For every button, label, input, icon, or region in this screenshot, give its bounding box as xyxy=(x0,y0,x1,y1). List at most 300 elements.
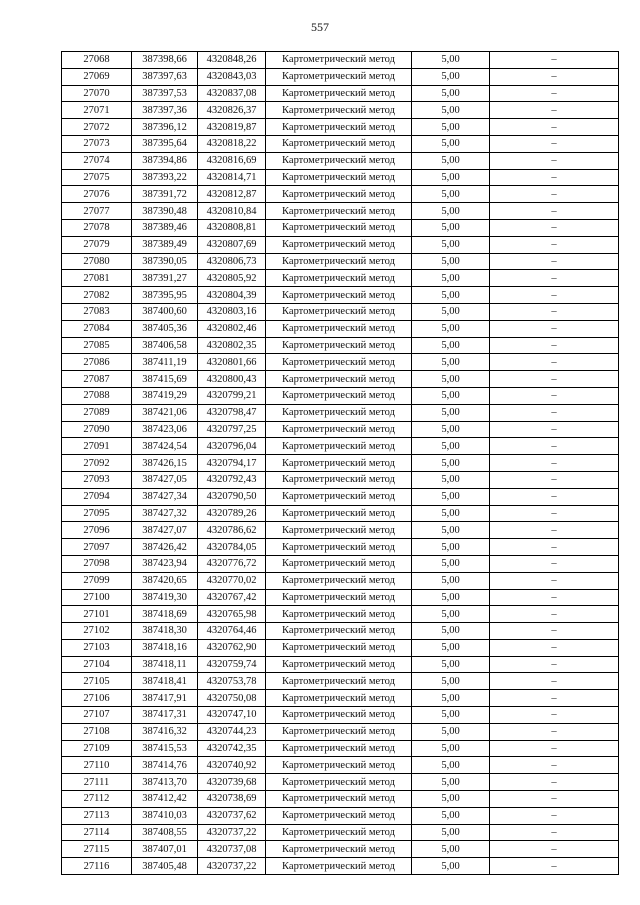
table-row xyxy=(62,707,619,724)
y-coordinate-cell: 4320738,69 xyxy=(198,791,266,808)
table-row xyxy=(62,287,619,304)
accuracy-cell: 5,00 xyxy=(412,203,490,220)
method-cell: Картометрический метод xyxy=(266,774,412,791)
note-cell: – xyxy=(490,68,619,85)
y-coordinate-cell: 4320819,87 xyxy=(198,119,266,136)
note-cell: – xyxy=(490,320,619,337)
point-number-cell: 27112 xyxy=(62,791,132,808)
x-coordinate-cell: 387391,27 xyxy=(132,270,198,287)
method-cell: Картометрический метод xyxy=(266,505,412,522)
table-row xyxy=(62,219,619,236)
table-row xyxy=(62,471,619,488)
note-cell: – xyxy=(490,85,619,102)
accuracy-cell: 5,00 xyxy=(412,455,490,472)
point-number-cell: 27110 xyxy=(62,757,132,774)
x-coordinate-cell: 387389,46 xyxy=(132,219,198,236)
accuracy-cell: 5,00 xyxy=(412,135,490,152)
note-cell: – xyxy=(490,488,619,505)
note-cell: – xyxy=(490,186,619,203)
y-coordinate-cell: 4320770,02 xyxy=(198,572,266,589)
table-row xyxy=(62,841,619,858)
point-number-cell: 27093 xyxy=(62,471,132,488)
x-coordinate-cell: 387418,11 xyxy=(132,656,198,673)
x-coordinate-cell: 387407,01 xyxy=(132,841,198,858)
method-cell: Картометрический метод xyxy=(266,757,412,774)
accuracy-cell: 5,00 xyxy=(412,606,490,623)
point-number-cell: 27084 xyxy=(62,320,132,337)
y-coordinate-cell: 4320739,68 xyxy=(198,774,266,791)
table-row xyxy=(62,505,619,522)
note-cell: – xyxy=(490,152,619,169)
table-row xyxy=(62,119,619,136)
accuracy-cell: 5,00 xyxy=(412,102,490,119)
point-number-cell: 27109 xyxy=(62,740,132,757)
method-cell: Картометрический метод xyxy=(266,555,412,572)
y-coordinate-cell: 4320808,81 xyxy=(198,219,266,236)
y-coordinate-cell: 4320797,25 xyxy=(198,421,266,438)
accuracy-cell: 5,00 xyxy=(412,354,490,371)
method-cell: Картометрический метод xyxy=(266,723,412,740)
accuracy-cell: 5,00 xyxy=(412,371,490,388)
accuracy-cell: 5,00 xyxy=(412,639,490,656)
method-cell: Картометрический метод xyxy=(266,152,412,169)
accuracy-cell: 5,00 xyxy=(412,673,490,690)
point-number-cell: 27094 xyxy=(62,488,132,505)
table-row xyxy=(62,723,619,740)
point-number-cell: 27068 xyxy=(62,52,132,69)
x-coordinate-cell: 387395,64 xyxy=(132,135,198,152)
note-cell: – xyxy=(490,774,619,791)
point-number-cell: 27070 xyxy=(62,85,132,102)
table-row xyxy=(62,371,619,388)
x-coordinate-cell: 387419,29 xyxy=(132,387,198,404)
y-coordinate-cell: 4320796,04 xyxy=(198,438,266,455)
y-coordinate-cell: 4320737,62 xyxy=(198,807,266,824)
note-cell: – xyxy=(490,354,619,371)
accuracy-cell: 5,00 xyxy=(412,841,490,858)
note-cell: – xyxy=(490,135,619,152)
x-coordinate-cell: 387414,76 xyxy=(132,757,198,774)
accuracy-cell: 5,00 xyxy=(412,623,490,640)
note-cell: – xyxy=(490,555,619,572)
point-number-cell: 27073 xyxy=(62,135,132,152)
note-cell: – xyxy=(490,219,619,236)
x-coordinate-cell: 387412,42 xyxy=(132,791,198,808)
x-coordinate-cell: 387426,42 xyxy=(132,539,198,556)
method-cell: Картометрический метод xyxy=(266,270,412,287)
point-number-cell: 27106 xyxy=(62,690,132,707)
y-coordinate-cell: 4320737,22 xyxy=(198,824,266,841)
accuracy-cell: 5,00 xyxy=(412,824,490,841)
note-cell: – xyxy=(490,253,619,270)
note-cell: – xyxy=(490,656,619,673)
table-row xyxy=(62,623,619,640)
method-cell: Картометрический метод xyxy=(266,203,412,220)
method-cell: Картометрический метод xyxy=(266,387,412,404)
x-coordinate-cell: 387419,30 xyxy=(132,589,198,606)
x-coordinate-cell: 387416,32 xyxy=(132,723,198,740)
method-cell: Картометрический метод xyxy=(266,337,412,354)
point-number-cell: 27077 xyxy=(62,203,132,220)
table-row xyxy=(62,791,619,808)
table-row xyxy=(62,387,619,404)
table-row xyxy=(62,404,619,421)
note-cell: – xyxy=(490,673,619,690)
y-coordinate-cell: 4320799,21 xyxy=(198,387,266,404)
point-number-cell: 27085 xyxy=(62,337,132,354)
x-coordinate-cell: 387418,16 xyxy=(132,639,198,656)
note-cell: – xyxy=(490,404,619,421)
x-coordinate-cell: 387424,54 xyxy=(132,438,198,455)
accuracy-cell: 5,00 xyxy=(412,471,490,488)
note-cell: – xyxy=(490,791,619,808)
method-cell: Картометрический метод xyxy=(266,186,412,203)
table-row xyxy=(62,102,619,119)
note-cell: – xyxy=(490,723,619,740)
table-row xyxy=(62,320,619,337)
table-row xyxy=(62,606,619,623)
y-coordinate-cell: 4320784,05 xyxy=(198,539,266,556)
method-cell: Картометрический метод xyxy=(266,740,412,757)
point-number-cell: 27115 xyxy=(62,841,132,858)
method-cell: Картометрический метод xyxy=(266,354,412,371)
x-coordinate-cell: 387395,95 xyxy=(132,287,198,304)
y-coordinate-cell: 4320740,92 xyxy=(198,757,266,774)
x-coordinate-cell: 387415,53 xyxy=(132,740,198,757)
x-coordinate-cell: 387405,48 xyxy=(132,858,198,875)
x-coordinate-cell: 387427,34 xyxy=(132,488,198,505)
y-coordinate-cell: 4320807,69 xyxy=(198,236,266,253)
note-cell: – xyxy=(490,102,619,119)
note-cell: – xyxy=(490,371,619,388)
y-coordinate-cell: 4320812,87 xyxy=(198,186,266,203)
accuracy-cell: 5,00 xyxy=(412,387,490,404)
note-cell: – xyxy=(490,572,619,589)
point-number-cell: 27081 xyxy=(62,270,132,287)
note-cell: – xyxy=(490,119,619,136)
method-cell: Картометрический метод xyxy=(266,471,412,488)
method-cell: Картометрический метод xyxy=(266,572,412,589)
x-coordinate-cell: 387427,07 xyxy=(132,522,198,539)
note-cell: – xyxy=(490,438,619,455)
point-number-cell: 27087 xyxy=(62,371,132,388)
accuracy-cell: 5,00 xyxy=(412,858,490,875)
table-row xyxy=(62,740,619,757)
point-number-cell: 27095 xyxy=(62,505,132,522)
accuracy-cell: 5,00 xyxy=(412,287,490,304)
note-cell: – xyxy=(490,824,619,841)
note-cell: – xyxy=(490,387,619,404)
method-cell: Картометрический метод xyxy=(266,253,412,270)
y-coordinate-cell: 4320802,46 xyxy=(198,320,266,337)
method-cell: Картометрический метод xyxy=(266,320,412,337)
note-cell: – xyxy=(490,471,619,488)
y-coordinate-cell: 4320744,23 xyxy=(198,723,266,740)
method-cell: Картометрический метод xyxy=(266,539,412,556)
note-cell: – xyxy=(490,203,619,220)
y-coordinate-cell: 4320776,72 xyxy=(198,555,266,572)
y-coordinate-cell: 4320798,47 xyxy=(198,404,266,421)
table-row xyxy=(62,438,619,455)
point-number-cell: 27098 xyxy=(62,555,132,572)
accuracy-cell: 5,00 xyxy=(412,303,490,320)
table-row xyxy=(62,690,619,707)
y-coordinate-cell: 4320802,35 xyxy=(198,337,266,354)
point-number-cell: 27074 xyxy=(62,152,132,169)
y-coordinate-cell: 4320762,90 xyxy=(198,639,266,656)
method-cell: Картометрический метод xyxy=(266,287,412,304)
method-cell: Картометрический метод xyxy=(266,690,412,707)
table-row xyxy=(62,858,619,875)
note-cell: – xyxy=(490,858,619,875)
note-cell: – xyxy=(490,236,619,253)
point-number-cell: 27069 xyxy=(62,68,132,85)
note-cell: – xyxy=(490,807,619,824)
point-number-cell: 27083 xyxy=(62,303,132,320)
point-number-cell: 27075 xyxy=(62,169,132,186)
note-cell: – xyxy=(490,169,619,186)
x-coordinate-cell: 387420,65 xyxy=(132,572,198,589)
table-row xyxy=(62,639,619,656)
note-cell: – xyxy=(490,52,619,69)
method-cell: Картометрический метод xyxy=(266,421,412,438)
y-coordinate-cell: 4320750,08 xyxy=(198,690,266,707)
method-cell: Картометрический метод xyxy=(266,68,412,85)
table-row xyxy=(62,85,619,102)
method-cell: Картометрический метод xyxy=(266,303,412,320)
x-coordinate-cell: 387408,55 xyxy=(132,824,198,841)
accuracy-cell: 5,00 xyxy=(412,119,490,136)
y-coordinate-cell: 4320803,16 xyxy=(198,303,266,320)
accuracy-cell: 5,00 xyxy=(412,807,490,824)
method-cell: Картометрический метод xyxy=(266,219,412,236)
table-row xyxy=(62,757,619,774)
x-coordinate-cell: 387397,63 xyxy=(132,68,198,85)
accuracy-cell: 5,00 xyxy=(412,438,490,455)
accuracy-cell: 5,00 xyxy=(412,421,490,438)
y-coordinate-cell: 4320765,98 xyxy=(198,606,266,623)
table-row xyxy=(62,169,619,186)
method-cell: Картометрический метод xyxy=(266,135,412,152)
note-cell: – xyxy=(490,539,619,556)
point-number-cell: 27103 xyxy=(62,639,132,656)
point-number-cell: 27092 xyxy=(62,455,132,472)
note-cell: – xyxy=(490,303,619,320)
point-number-cell: 27107 xyxy=(62,707,132,724)
table-row xyxy=(62,152,619,169)
accuracy-cell: 5,00 xyxy=(412,404,490,421)
point-number-cell: 27104 xyxy=(62,656,132,673)
method-cell: Картометрический метод xyxy=(266,623,412,640)
accuracy-cell: 5,00 xyxy=(412,219,490,236)
table-row xyxy=(62,421,619,438)
x-coordinate-cell: 387427,32 xyxy=(132,505,198,522)
method-cell: Картометрический метод xyxy=(266,522,412,539)
table-row xyxy=(62,270,619,287)
x-coordinate-cell: 387394,86 xyxy=(132,152,198,169)
table-row xyxy=(62,203,619,220)
method-cell: Картометрический метод xyxy=(266,236,412,253)
x-coordinate-cell: 387415,69 xyxy=(132,371,198,388)
y-coordinate-cell: 4320742,35 xyxy=(198,740,266,757)
point-number-cell: 27111 xyxy=(62,774,132,791)
accuracy-cell: 5,00 xyxy=(412,270,490,287)
method-cell: Картометрический метод xyxy=(266,791,412,808)
accuracy-cell: 5,00 xyxy=(412,337,490,354)
method-cell: Картометрический метод xyxy=(266,606,412,623)
point-number-cell: 27116 xyxy=(62,858,132,875)
method-cell: Картометрический метод xyxy=(266,85,412,102)
point-number-cell: 27090 xyxy=(62,421,132,438)
x-coordinate-cell: 387390,05 xyxy=(132,253,198,270)
x-coordinate-cell: 387423,06 xyxy=(132,421,198,438)
table-row xyxy=(62,186,619,203)
point-number-cell: 27079 xyxy=(62,236,132,253)
note-cell: – xyxy=(490,505,619,522)
x-coordinate-cell: 387391,72 xyxy=(132,186,198,203)
y-coordinate-cell: 4320759,74 xyxy=(198,656,266,673)
accuracy-cell: 5,00 xyxy=(412,320,490,337)
x-coordinate-cell: 387410,03 xyxy=(132,807,198,824)
note-cell: – xyxy=(490,522,619,539)
y-coordinate-cell: 4320848,26 xyxy=(198,52,266,69)
point-number-cell: 27082 xyxy=(62,287,132,304)
table-row xyxy=(62,774,619,791)
table-row xyxy=(62,253,619,270)
accuracy-cell: 5,00 xyxy=(412,505,490,522)
x-coordinate-cell: 387396,12 xyxy=(132,119,198,136)
note-cell: – xyxy=(490,287,619,304)
table-row xyxy=(62,488,619,505)
point-number-cell: 27102 xyxy=(62,623,132,640)
point-number-cell: 27113 xyxy=(62,807,132,824)
method-cell: Картометрический метод xyxy=(266,824,412,841)
method-cell: Картометрический метод xyxy=(266,673,412,690)
x-coordinate-cell: 387389,49 xyxy=(132,236,198,253)
accuracy-cell: 5,00 xyxy=(412,186,490,203)
method-cell: Картометрический метод xyxy=(266,807,412,824)
x-coordinate-cell: 387406,58 xyxy=(132,337,198,354)
x-coordinate-cell: 387411,19 xyxy=(132,354,198,371)
y-coordinate-cell: 4320816,69 xyxy=(198,152,266,169)
y-coordinate-cell: 4320826,37 xyxy=(198,102,266,119)
method-cell: Картометрический метод xyxy=(266,169,412,186)
point-number-cell: 27072 xyxy=(62,119,132,136)
method-cell: Картометрический метод xyxy=(266,371,412,388)
point-number-cell: 27105 xyxy=(62,673,132,690)
y-coordinate-cell: 4320737,22 xyxy=(198,858,266,875)
table-row xyxy=(62,589,619,606)
x-coordinate-cell: 387400,60 xyxy=(132,303,198,320)
accuracy-cell: 5,00 xyxy=(412,52,490,69)
note-cell: – xyxy=(490,421,619,438)
y-coordinate-cell: 4320806,73 xyxy=(198,253,266,270)
point-number-cell: 27100 xyxy=(62,589,132,606)
y-coordinate-cell: 4320801,66 xyxy=(198,354,266,371)
accuracy-cell: 5,00 xyxy=(412,522,490,539)
note-cell: – xyxy=(490,639,619,656)
accuracy-cell: 5,00 xyxy=(412,236,490,253)
note-cell: – xyxy=(490,606,619,623)
x-coordinate-cell: 387417,31 xyxy=(132,707,198,724)
method-cell: Картометрический метод xyxy=(266,707,412,724)
y-coordinate-cell: 4320814,71 xyxy=(198,169,266,186)
table-row xyxy=(62,354,619,371)
point-number-cell: 27071 xyxy=(62,102,132,119)
y-coordinate-cell: 4320837,08 xyxy=(198,85,266,102)
point-number-cell: 27099 xyxy=(62,572,132,589)
y-coordinate-cell: 4320789,26 xyxy=(198,505,266,522)
x-coordinate-cell: 387398,66 xyxy=(132,52,198,69)
note-cell: – xyxy=(490,841,619,858)
y-coordinate-cell: 4320804,39 xyxy=(198,287,266,304)
accuracy-cell: 5,00 xyxy=(412,68,490,85)
y-coordinate-cell: 4320805,92 xyxy=(198,270,266,287)
accuracy-cell: 5,00 xyxy=(412,488,490,505)
method-cell: Картометрический метод xyxy=(266,841,412,858)
point-number-cell: 27114 xyxy=(62,824,132,841)
note-cell: – xyxy=(490,337,619,354)
method-cell: Картометрический метод xyxy=(266,438,412,455)
x-coordinate-cell: 387423,94 xyxy=(132,555,198,572)
x-coordinate-cell: 387397,53 xyxy=(132,85,198,102)
accuracy-cell: 5,00 xyxy=(412,539,490,556)
y-coordinate-cell: 4320737,08 xyxy=(198,841,266,858)
note-cell: – xyxy=(490,623,619,640)
accuracy-cell: 5,00 xyxy=(412,656,490,673)
point-number-cell: 27089 xyxy=(62,404,132,421)
accuracy-cell: 5,00 xyxy=(412,555,490,572)
point-number-cell: 27078 xyxy=(62,219,132,236)
x-coordinate-cell: 387390,48 xyxy=(132,203,198,220)
point-number-cell: 27097 xyxy=(62,539,132,556)
point-number-cell: 27091 xyxy=(62,438,132,455)
accuracy-cell: 5,00 xyxy=(412,757,490,774)
table-row xyxy=(62,572,619,589)
table-row xyxy=(62,303,619,320)
accuracy-cell: 5,00 xyxy=(412,169,490,186)
method-cell: Картометрический метод xyxy=(266,119,412,136)
method-cell: Картометрический метод xyxy=(266,52,412,69)
point-number-cell: 27101 xyxy=(62,606,132,623)
note-cell: – xyxy=(490,690,619,707)
x-coordinate-cell: 387417,91 xyxy=(132,690,198,707)
table-row xyxy=(62,824,619,841)
x-coordinate-cell: 387427,05 xyxy=(132,471,198,488)
y-coordinate-cell: 4320753,78 xyxy=(198,673,266,690)
accuracy-cell: 5,00 xyxy=(412,740,490,757)
x-coordinate-cell: 387421,06 xyxy=(132,404,198,421)
note-cell: – xyxy=(490,740,619,757)
table-row xyxy=(62,555,619,572)
note-cell: – xyxy=(490,707,619,724)
table-row xyxy=(62,522,619,539)
accuracy-cell: 5,00 xyxy=(412,791,490,808)
coordinates-table xyxy=(61,51,619,875)
table-row xyxy=(62,656,619,673)
y-coordinate-cell: 4320764,46 xyxy=(198,623,266,640)
x-coordinate-cell: 387418,41 xyxy=(132,673,198,690)
accuracy-cell: 5,00 xyxy=(412,85,490,102)
table-row xyxy=(62,337,619,354)
accuracy-cell: 5,00 xyxy=(412,152,490,169)
table-row xyxy=(62,807,619,824)
table-row xyxy=(62,135,619,152)
accuracy-cell: 5,00 xyxy=(412,572,490,589)
accuracy-cell: 5,00 xyxy=(412,253,490,270)
table-row xyxy=(62,673,619,690)
y-coordinate-cell: 4320843,03 xyxy=(198,68,266,85)
